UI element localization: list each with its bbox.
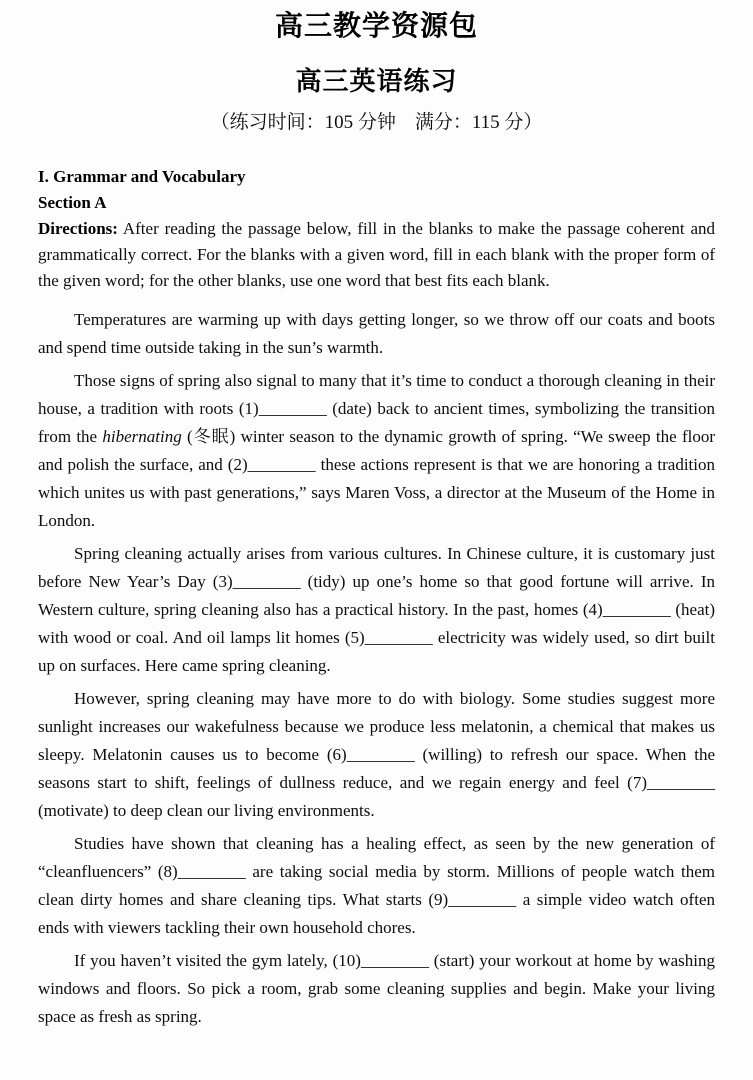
passage-text: Studies have shown that cleaning has a healing effect, as seen by the new generation of “cleanfluencers” (8)________ are taking social media by storm. Millions of people watch them clean dirty homes and share cleaning tips. What starts (9)________ a simple video watch often ends with viewers tackling their own household chores. xyxy=(38,834,715,937)
passage-paragraph xyxy=(38,947,715,1031)
exam-time-score-info: （练习时间：105 分钟 满分：115 分） xyxy=(210,112,543,133)
passage-italic-term: hibernating xyxy=(102,427,182,446)
passage-paragraph xyxy=(38,685,715,825)
directions-text: After reading the passage below, fill in the blanks to make the passage coherent and grammatically correct. For the blanks with a given word, fill in each blank with the proper form of the given word; for the other blanks, use one word that best fits each blank. xyxy=(38,219,715,290)
passage-paragraph xyxy=(38,540,715,680)
passage-text: Temperatures are warming up with days getting longer, so we throw off our coats and boots and spend time outside taking in the sun’s warmth. xyxy=(38,310,715,357)
cloze-passage xyxy=(38,306,715,1031)
directions-paragraph xyxy=(38,216,715,294)
passage-paragraph xyxy=(38,367,715,535)
passage-text: Those signs of spring also signal to many that it’s time to conduct a thorough cleaning in their house, a tradition with roots (1)________ (date) back to ancient times, symbolizing the transition from the xyxy=(38,371,715,446)
passage-text: (冬眠) winter season to the dynamic growth of spring. “We sweep the floor and polish the surface, and (2)________ these actions represent is that we are honoring a tradition which unites us with past generations,” says Maren Voss, a director at the Museum of the Home in London. xyxy=(38,427,715,530)
passage-text: If you haven’t visited the gym lately, (10)________ (start) your workout at home by washing windows and floors. So pick a room, grab some cleaning supplies and begin. Make your living space as fresh as spring. xyxy=(38,951,715,1026)
passage-text: However, spring cleaning may have more to do with biology. Some studies suggest more sunlight increases our wakefulness because we produce less melatonin, a chemical that makes us sleepy. Melatonin causes us to become (6)________ (willing) to refresh our space. When the seasons start to shift, feelings of dullness reduce, and we regain energy and feel (7)________ (motivate) to deep clean our living environments. xyxy=(38,689,715,820)
directions-label: Directions: xyxy=(38,219,118,238)
passage-text: Spring cleaning actually arises from various cultures. In Chinese culture, it is customary just before New Year’s Day (3)________ (tidy) up one’s home so that good fortune will arrive. In Western culture, spring cleaning also has a practical history. In the past, homes (4)________ (heat) with wood or coal. And oil lamps lit homes (5)________ electricity was widely used, so dirt built up on surfaces. Here came spring cleaning. xyxy=(38,544,715,675)
passage-paragraph xyxy=(38,830,715,942)
section-a-heading: Section A xyxy=(38,193,107,212)
document-subtitle: 高三英语练习 xyxy=(295,66,458,96)
passage-paragraph xyxy=(38,306,715,362)
document-title: 高三教学资源包 xyxy=(274,10,478,41)
part-heading-grammar-vocabulary: I. Grammar and Vocabulary xyxy=(38,167,246,186)
